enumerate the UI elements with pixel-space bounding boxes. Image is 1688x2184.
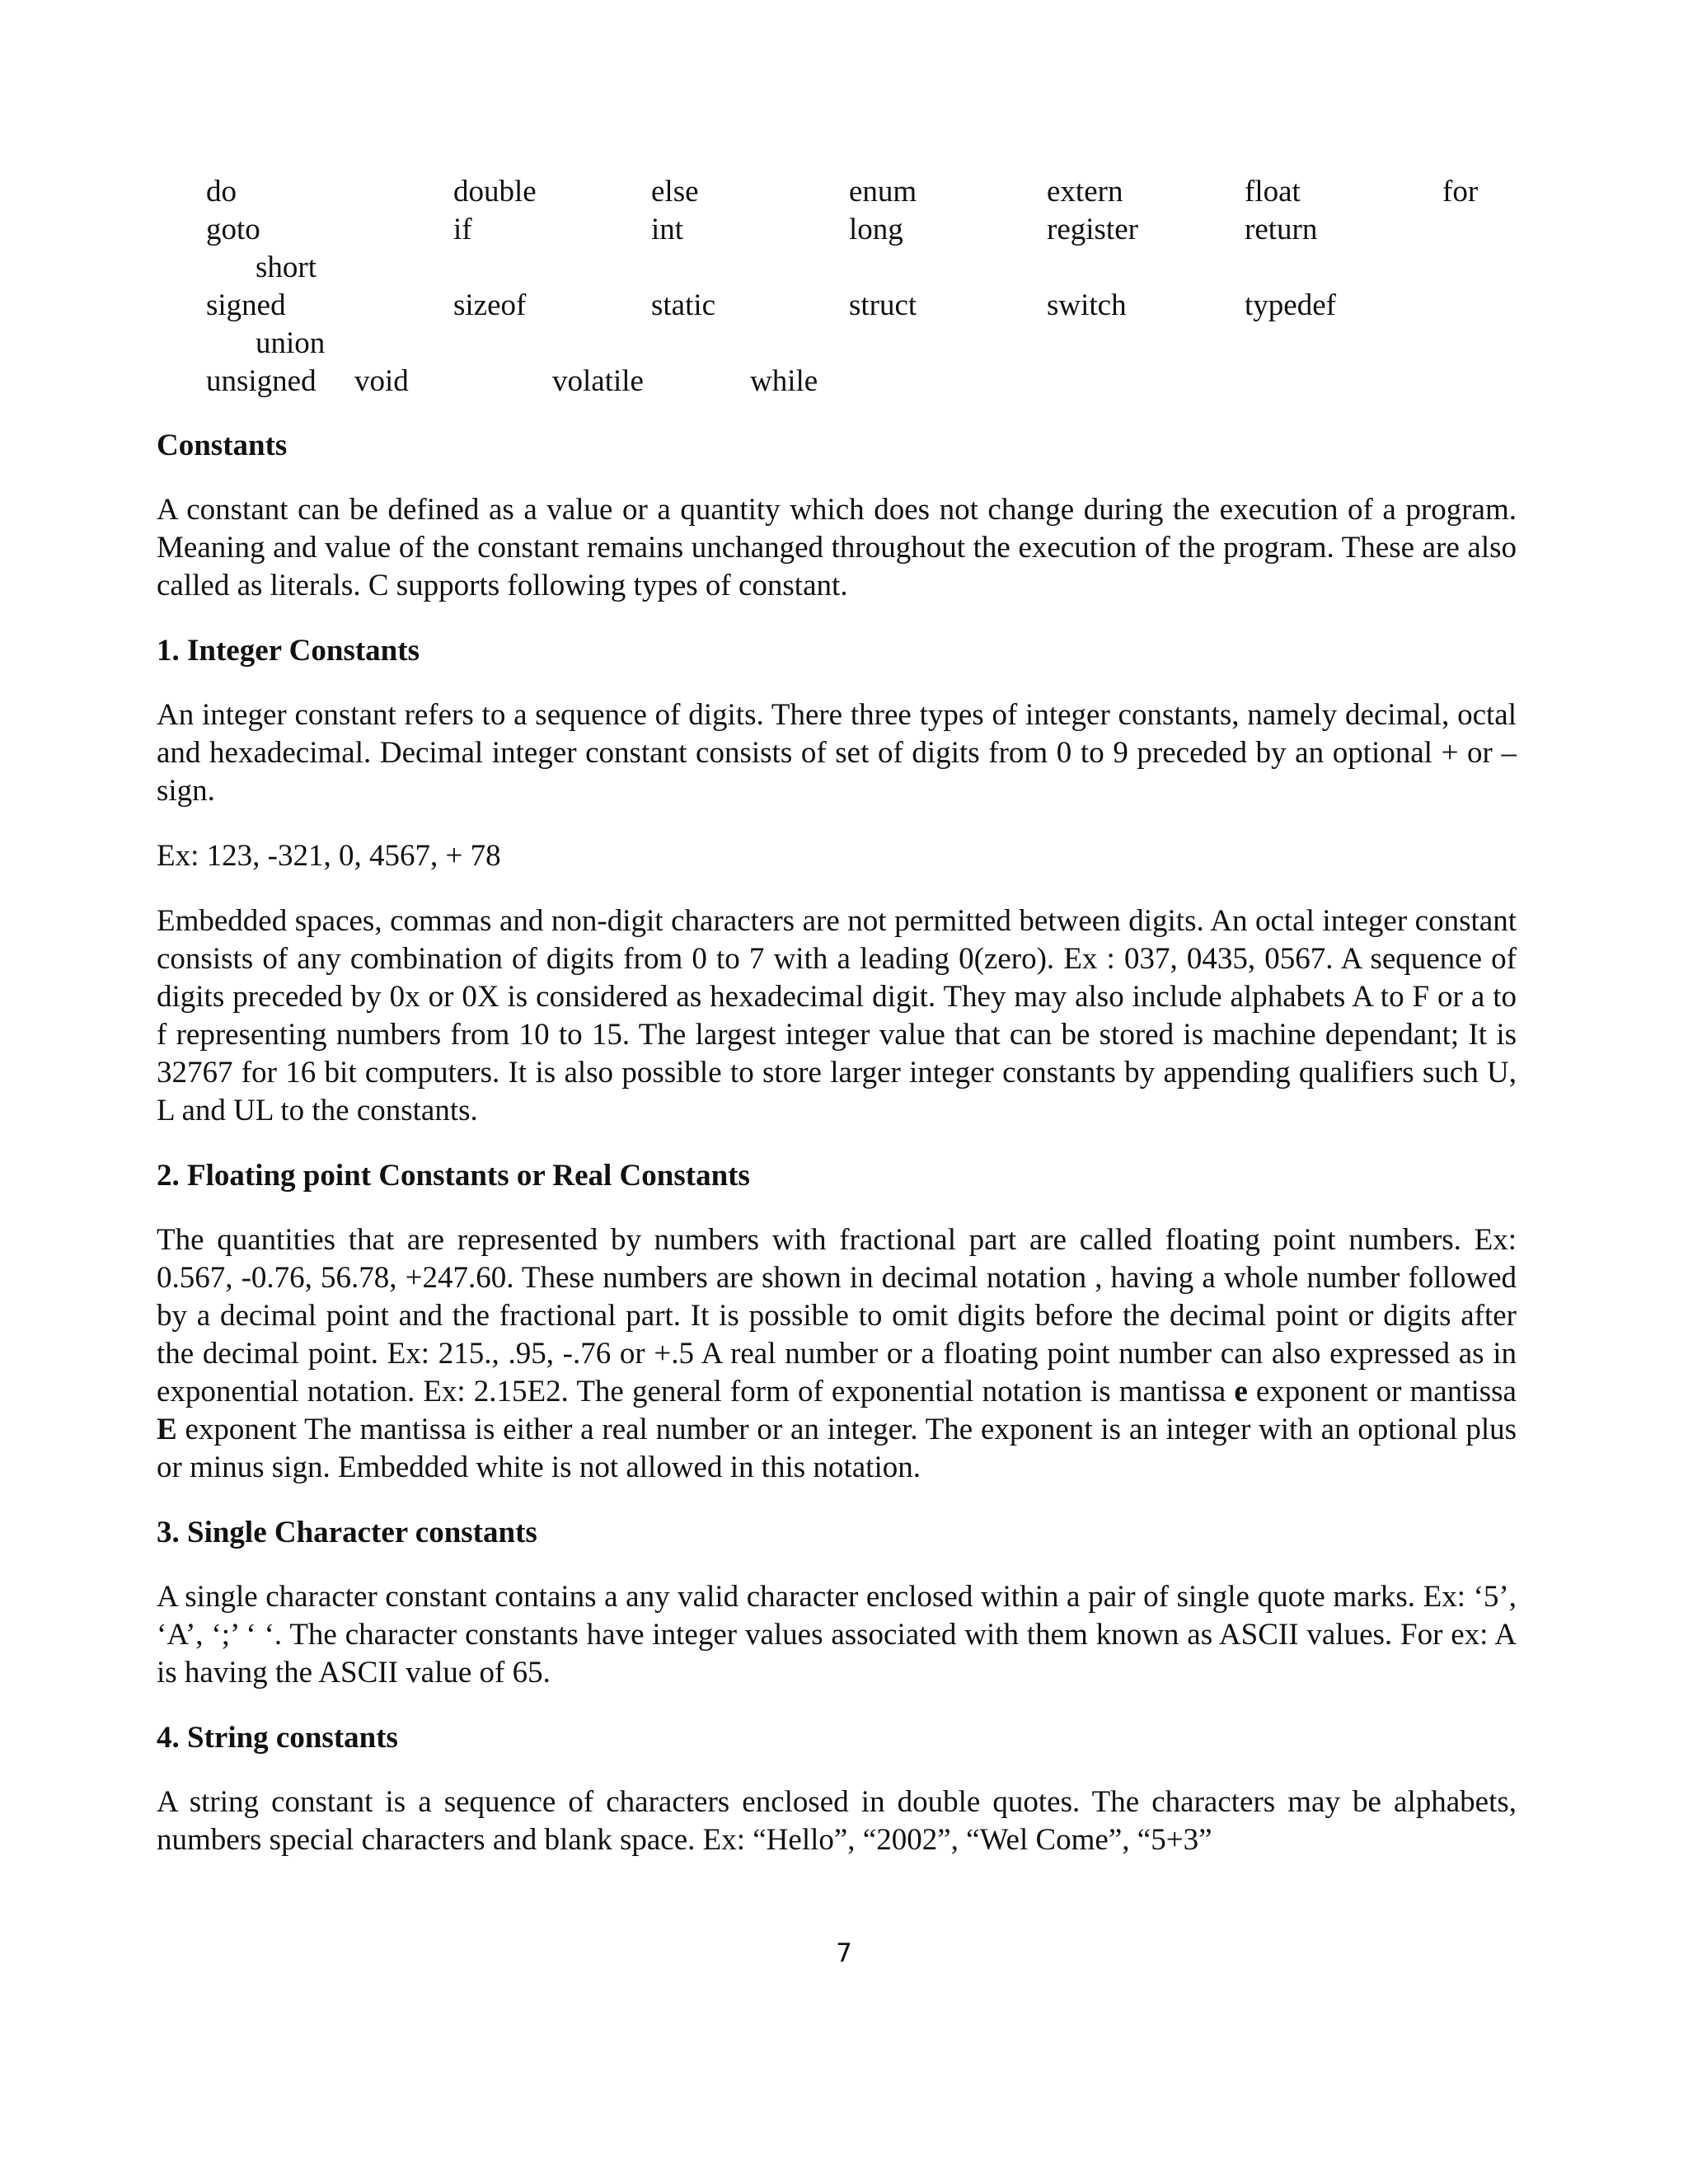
keyword: sizeof <box>453 288 527 322</box>
keyword: signed <box>206 288 286 322</box>
section-heading: 1. Integer Constants <box>157 634 420 668</box>
section-heading: 4. String constants <box>157 1721 398 1755</box>
keyword: struct <box>849 288 917 322</box>
keyword: for <box>1442 175 1479 209</box>
keyword-row <box>157 211 1517 249</box>
keyword: double <box>453 175 537 209</box>
keyword: return <box>1245 213 1318 246</box>
paragraph: A single character constant contains a any valid character enclosed within a pair of single quote marks. Ex: ‘5’, ‘A’, ‘;’ ‘ ‘. The character constants have integer values associated with them known as ASCII values. For ex: A is having the ASCII value of 65. <box>157 1580 1517 1690</box>
keyword: enum <box>849 175 917 209</box>
bold-text: e <box>1234 1375 1248 1408</box>
keyword: unsigned <box>206 364 316 398</box>
keyword: else <box>651 175 699 209</box>
keyword-row <box>157 173 1517 211</box>
text-run: exponent The mantissa is either a real number or an integer. The exponent is an integer with an optional plus or minus sign. Embedded white is not allowed in this notation. <box>157 1413 1517 1484</box>
paragraph: An integer constant refers to a sequence of digits. There three types of integer constants, namely decimal, octal and hexadecimal. Decimal integer constant consists of set of digits from 0 to 9 preceded by an optional + or – sign. <box>157 698 1517 808</box>
keyword-row <box>157 249 1517 287</box>
keyword-row <box>157 325 1517 363</box>
keyword: long <box>849 213 903 246</box>
bold-text: E <box>157 1413 177 1446</box>
keyword: void <box>354 364 409 398</box>
keyword: extern <box>1047 175 1123 209</box>
keyword: goto <box>206 213 260 246</box>
paragraph: Embedded spaces, commas and non-digit characters are not permitted between digits. An octal integer constant consists of any combination of digits from 0 to 7 with a leading 0(zero). Ex : 037, 0435, 0567. A sequence of digits preceded by 0x or 0X is considered as hexadecimal digit. They may also include alphabets A to F or a to f representing numbers from 10 to 15. The largest integer value that can be stored is machine dependant; It is 32767 for 16 bit computers. It is also possible to store larger integer constants by appending qualifiers such U, L and UL to the constants. <box>157 904 1517 1127</box>
section-heading: 2. Floating point Constants or Real Constants <box>157 1159 750 1193</box>
keyword: if <box>453 213 472 246</box>
keyword: typedef <box>1245 288 1336 322</box>
section-heading: 3. Single Character constants <box>157 1516 537 1549</box>
keyword: short <box>256 251 316 284</box>
keyword-row <box>157 363 1517 401</box>
keyword: register <box>1047 213 1138 246</box>
paragraph: A string constant is a sequence of characters enclosed in double quotes. The characters may be alphabets, numbers special characters and blank space. Ex: “Hello”, “2002”, “Wel Come”, “5+3” <box>157 1785 1517 1857</box>
keyword: float <box>1245 175 1301 209</box>
keyword: union <box>256 326 326 360</box>
keyword: int <box>651 213 684 246</box>
paragraph <box>157 1221 1517 1487</box>
example-line: Ex: 123, -321, 0, 4567, + 78 <box>157 839 501 873</box>
page-number: 7 <box>836 1938 852 1968</box>
paragraph: A constant can be defined as a value or a quantity which does not change during the execution of a program. Meaning and value of the constant remains unchanged throughout the execution of the program. These are also called as literals. C supports following types of constant. <box>157 493 1517 602</box>
text-run: The quantities that are represented by numbers with fractional part are called floating point numbers. Ex: 0.567, -0.76, 56.78, +247.60. These numbers are shown in decimal notation , having a whole number followed by a decimal point and the fractional part. It is possible to omit digits before the decimal point or digits after the decimal point. Ex: 215., .95, -.76 or +.5 A real number or a floating point number can also expressed as in exponential notation. Ex: 2.15E2. The general form of exponential notation is mantissa <box>157 1223 1517 1408</box>
keyword: static <box>651 288 716 322</box>
page-content <box>157 173 1517 1859</box>
keyword: switch <box>1047 288 1127 322</box>
keyword-table <box>157 173 1517 401</box>
keyword-row <box>157 287 1517 325</box>
section-heading: Constants <box>157 429 288 462</box>
keyword: while <box>750 364 818 398</box>
keyword: volatile <box>552 364 644 398</box>
text-run: exponent or mantissa <box>1247 1375 1517 1408</box>
keyword: do <box>206 175 237 209</box>
